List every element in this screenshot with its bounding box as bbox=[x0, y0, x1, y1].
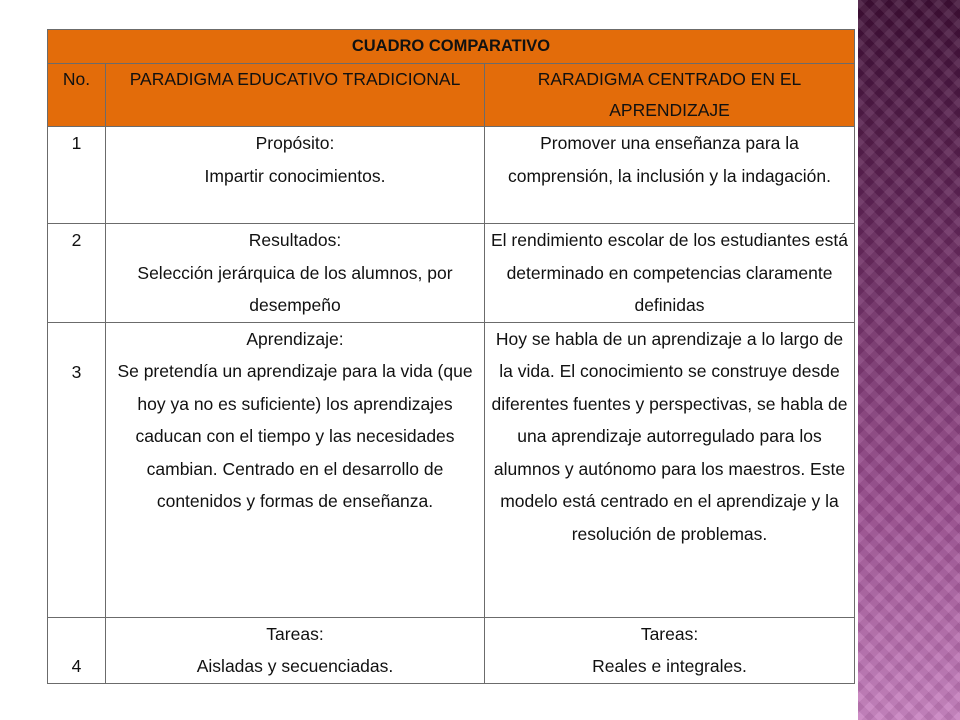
learning-cell bbox=[485, 322, 855, 617]
header-traditional-paradigm: PARADIGMA EDUCATIVO TRADICIONAL bbox=[106, 64, 485, 127]
row-number bbox=[48, 322, 106, 617]
row-number: 2 bbox=[48, 224, 106, 323]
table-row bbox=[48, 127, 855, 224]
table-title-row bbox=[48, 30, 855, 64]
traditional-cell bbox=[106, 224, 485, 323]
learning-text: Reales e integrales. bbox=[592, 656, 747, 676]
traditional-text: Aisladas y secuenciadas. bbox=[196, 656, 394, 676]
row-number: 1 bbox=[48, 127, 106, 224]
learning-cell bbox=[485, 127, 855, 224]
traditional-heading: Propósito: bbox=[255, 133, 335, 153]
header-number: No. bbox=[48, 64, 106, 127]
traditional-text: Se pretendía un aprendizaje para la vida (que hoy ya no es suficiente) los aprendizajes caducan con el tiempo y las necesidades cambian. Centrado en el desarrollo de contenidos y formas de enseñanza. bbox=[117, 361, 473, 511]
traditional-text: Impartir conocimientos. bbox=[204, 165, 386, 186]
table-header-row bbox=[48, 64, 855, 127]
learning-heading: Tareas: bbox=[640, 623, 699, 644]
table-row bbox=[48, 224, 855, 323]
decorative-side-panel bbox=[858, 0, 960, 720]
traditional-text: Selección jerárquica de los alumnos, por desempeño bbox=[137, 262, 453, 315]
learning-cell bbox=[485, 224, 855, 323]
traditional-heading: Tareas: bbox=[266, 623, 324, 644]
traditional-heading: Resultados: bbox=[248, 230, 342, 250]
learning-cell bbox=[485, 617, 855, 683]
learning-text: El rendimiento escolar de los estudiantes está determinado en competencias claramente definidas bbox=[491, 230, 849, 315]
learning-text: Promover una enseñanza para la comprensión, la inclusión y la indagación. bbox=[508, 133, 831, 186]
learning-text: Hoy se habla de un aprendizaje a lo largo de la vida. El conocimiento se construye desde diferentes fuentes y perspectivas, se habla de una aprendizaje autorregulado para los alumnos y autónomo para los maestros. Este modelo está centrado en el aprendizaje y la resolución de problemas. bbox=[491, 328, 848, 544]
table-row bbox=[48, 617, 855, 683]
traditional-cell bbox=[106, 127, 485, 224]
comparison-table bbox=[47, 29, 855, 684]
row-number: 4 bbox=[48, 617, 106, 683]
traditional-cell bbox=[106, 617, 485, 683]
table-row bbox=[48, 322, 855, 617]
header-learning-centered-paradigm: RARADIGMA CENTRADO EN EL APRENDIZAJE bbox=[485, 64, 855, 127]
row-number-value: 3 bbox=[71, 361, 82, 382]
table-title: CUADRO COMPARATIVO bbox=[48, 30, 855, 64]
traditional-heading: Aprendizaje: bbox=[246, 328, 344, 349]
traditional-cell bbox=[106, 322, 485, 617]
